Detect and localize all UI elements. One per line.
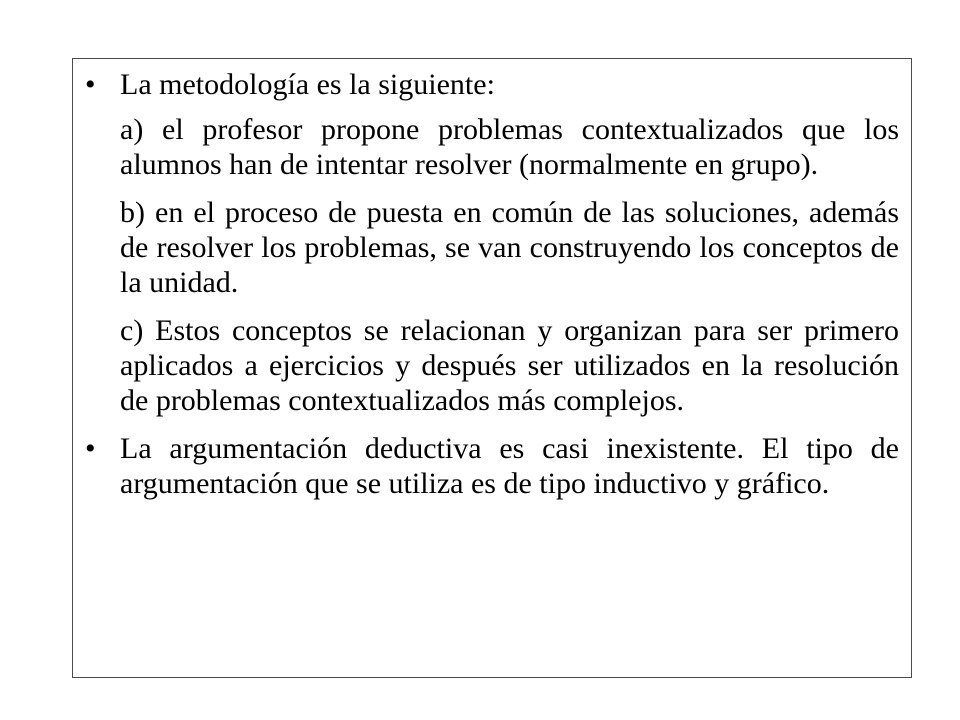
bullet-icon: • [85, 68, 96, 101]
bullet-item-argumentation [73, 431, 911, 501]
bullet-text: La argumentación deductiva es casi inexistente. El tipo de argumentación que se utiliza es de tipo inductivo y gráfico. [120, 432, 899, 500]
bullet-icon: • [85, 432, 96, 465]
sub-item-a: a) el profesor propone problemas contextualizados que los alumnos han de intentar resolver (normalmente en grupo). [120, 113, 899, 181]
sub-item-b: b) en el proceso de puesta en común de las soluciones, además de resolver los problemas, se van construyendo los conceptos de la unidad. [120, 196, 899, 299]
sub-item-c: c) Estos conceptos se relacionan y organizan para ser primero aplicados a ejercicios y después ser utilizados en la resolución de problemas contextualizados más complejos. [120, 314, 899, 417]
slide-content [73, 67, 911, 501]
bullet-text: La metodología es la siguiente: [120, 68, 495, 101]
bullet-item-methodology [73, 67, 911, 102]
slide-frame [72, 58, 912, 678]
